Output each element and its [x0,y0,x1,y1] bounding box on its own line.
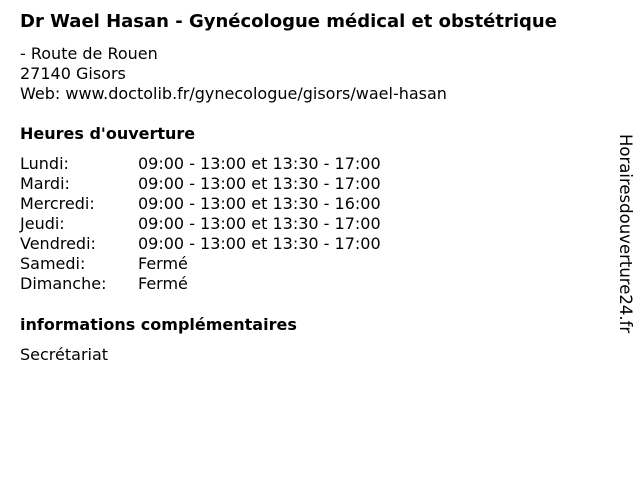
page-title: Dr Wael Hasan - Gynécologue médical et obstétrique [20,11,557,32]
info-text: Secrétariat [20,345,109,364]
day-hours: Fermé [138,254,188,273]
day-hours: Fermé [138,274,188,293]
day-label: Vendredi: [20,234,96,253]
day-label: Samedi: [20,254,86,273]
hours-row-samedi [20,254,381,274]
hours-table [20,154,381,294]
day-label: Lundi: [20,154,69,173]
watermark-text: Horairesdouverture24.fr [616,134,635,334]
day-hours: 09:00 - 13:00 et 13:30 - 17:00 [138,154,381,173]
day-label: Mercredi: [20,194,95,213]
address-web: Web: www.doctolib.fr/gynecologue/gisors/wael-hasan [20,84,447,103]
day-hours: 09:00 - 13:00 et 13:30 - 17:00 [138,214,381,233]
hours-row-vendredi [20,234,381,254]
address-city: 27140 Gisors [20,64,126,83]
day-hours: 09:00 - 13:00 et 13:30 - 16:00 [138,194,381,213]
hours-row-dimanche [20,274,381,294]
hours-row-mardi [20,174,381,194]
hours-row-mercredi [20,194,381,214]
hours-row-jeudi [20,214,381,234]
day-label: Jeudi: [20,214,65,233]
info-heading: informations complémentaires [20,315,297,334]
hours-heading: Heures d'ouverture [20,124,196,143]
day-label: Dimanche: [20,274,107,293]
address-street: - Route de Rouen [20,44,158,63]
day-hours: 09:00 - 13:00 et 13:30 - 17:00 [138,234,381,253]
day-label: Mardi: [20,174,70,193]
hours-row-lundi [20,154,381,174]
day-hours: 09:00 - 13:00 et 13:30 - 17:00 [138,174,381,193]
address-block [20,44,447,104]
watermark [611,134,637,346]
